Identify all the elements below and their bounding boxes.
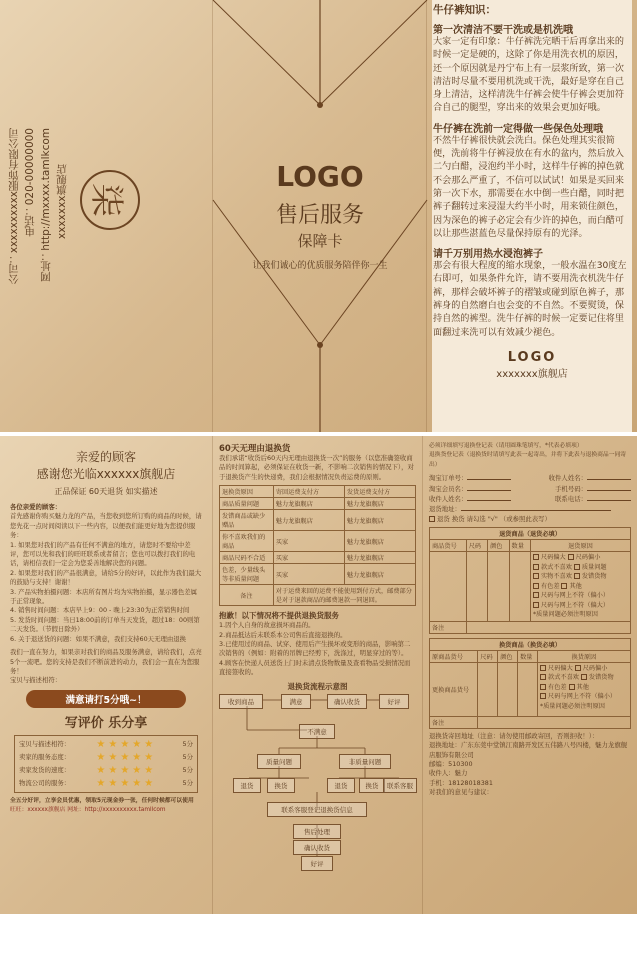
stars-icon[interactable]: ★★★★★: [96, 738, 157, 750]
rating-box: [14, 735, 198, 793]
knowledge-title-3: 请千万别用热水浸泡裤子: [433, 249, 543, 261]
returns-intro: 我们承诺“收货后60天内无理由退换货一次”的服务（以您准确签收商品的时间算起，必须保证在收货一新，不影响二次销售的情况下），对于退换货产生的快递费，我们会根据情况负责运费的原则。: [219, 454, 414, 481]
option-checkbox[interactable]: [429, 516, 435, 522]
exchange-goods-table: [429, 638, 631, 729]
reason-item[interactable]: 实物不喜欢 发错货物: [533, 572, 628, 582]
greeting-closing2: 宝贝与描述相符：: [10, 676, 62, 685]
flow-handle: 售后处理: [293, 824, 341, 839]
flow-satisfied: 满意: [281, 694, 311, 709]
input-cell[interactable]: [509, 552, 530, 622]
table-row: [430, 540, 631, 552]
table-cell: 买家: [273, 552, 344, 564]
table-cell: 你不喜欢我们的商品: [220, 531, 274, 552]
table-row: [430, 650, 631, 662]
remark-text: 对于运费来回的运费不能使用到付方式，邮费部分是对于退款商品的邮费退款一同退回。: [273, 585, 415, 606]
no-service-2: 2.商品抵达后未联系本公司售后直接退换的。: [219, 630, 347, 639]
remark-label: 备注: [430, 716, 478, 728]
flow-unsatisfied: 不满意: [299, 724, 335, 739]
cover-title: 售后服务: [275, 203, 364, 228]
brochure-outside: [0, 0, 637, 432]
cover-subtitle: 保障卡: [297, 232, 343, 250]
table-row: [220, 585, 416, 606]
table-row: [220, 486, 416, 498]
remark-label: 备注: [430, 621, 467, 633]
cover-tagline: 让我们诚心的优质服务陪伴你一生: [252, 261, 388, 271]
table-row: [220, 531, 416, 552]
praise-slogan: 写评价 乐分享: [64, 715, 148, 731]
flow-good-2: 好评: [301, 856, 333, 871]
reason-item[interactable]: 尺码偏大 尺码偏小: [540, 664, 628, 674]
knowledge-body-1: 大家一定有印象：牛仔裤洗完晒干后再拿出来的时候一定是硬的，这除了你是用洗衣机的原因，还一个原因就是丹宁布上有一层浆所致，第一次清洁时尽量不要用机洗或干洗，最好是穿在自己身上清洁，这样清洗牛仔裤会使牛仔裤会更加符合自己的腿型，穿出来的效果会更加好哦。: [433, 37, 624, 114]
rating-label: 卖家的服务态度：: [19, 752, 71, 761]
remark-input[interactable]: [466, 621, 630, 633]
returns-panel: [212, 436, 422, 914]
section-header: 换货商品（换货必填）: [430, 638, 631, 650]
col-header: 数量: [509, 540, 530, 552]
rating-score: 5分: [182, 752, 193, 761]
return-phone: 手机：18128018381: [429, 778, 493, 787]
reason-item[interactable]: 尺码与网上不符（偏大）: [533, 601, 628, 611]
greeting-line3: 正品保证 60天退货 如实描述: [54, 487, 158, 496]
knowledge-store: xxxxxxx旗舰店: [496, 368, 568, 380]
form-subtitle: 退换货登记表（退换货时请填写此表一起寄出，并将下此表与退换商品一同寄出）: [429, 452, 627, 468]
table-cell: 买家: [273, 564, 344, 585]
address-heading: 退换货寄回地址（注意：请勿使用邮政寄回，否则拒收！）：: [429, 731, 599, 740]
col-header: 颜色: [498, 650, 518, 662]
flow-nonquality: 非质量问题: [339, 754, 391, 769]
phone-label: 联系电话：: [555, 495, 587, 504]
greeting-p4: 4. 销售时间问题：本店早上9：00 - 晚上23:30为正常销售时间: [10, 606, 190, 615]
reason-item[interactable]: 尺码偏大 尺码偏小: [533, 553, 628, 563]
greeting-p2: 2. 如果您对我们的产品很满意，请给5分的好评，以此作为我们最大的鼓励与支持！谢谢！: [10, 568, 202, 587]
option-text: 退货 换货 请勾选 "√" （或参照此表写）: [437, 514, 551, 523]
reason-item[interactable]: 有色差 其他: [533, 582, 628, 592]
flow-contact: 联系客服: [383, 778, 417, 793]
table-row: [220, 564, 416, 585]
greeting-p3: 3. 产品实物拍摄问题：本店所有图片均为实物拍摄，显示器色差属于正常现象。: [10, 587, 198, 606]
table-cell: 魅力龙旗舰店: [344, 531, 415, 552]
rating-score: 5分: [182, 765, 193, 774]
returns-title: 60天无理由退换货: [219, 444, 291, 454]
table-row: [430, 638, 631, 650]
table-row: [430, 528, 631, 540]
table-row: [430, 662, 631, 716]
col-header: 数量: [518, 650, 538, 662]
rating-label: 物流公司的服务：: [19, 778, 71, 787]
table-cell: 买家: [273, 531, 344, 552]
returns-table: [219, 485, 416, 606]
section-header: 退货商品（退货必填）: [430, 528, 631, 540]
flow-exchange-2: 换货: [359, 778, 385, 793]
company-phone: 电话：020-00000000: [24, 128, 36, 237]
company-website: 网址：http://mxxxx.tamlkcom: [40, 128, 52, 283]
no-service-title: 抱歉！以下情况将不提供退换货服务: [219, 611, 339, 621]
greeting-line2: 感谢您光临xxxxxx旗舰店: [36, 467, 176, 481]
col-header: 原商品货号: [430, 650, 478, 662]
greeting-p6: 6. 关于退送货的问题：如果不满意，我们支持60天无理由退换: [10, 634, 187, 643]
table-cell: 退换货原因: [220, 486, 274, 498]
table-cell: 商品质量问题: [220, 498, 274, 510]
store-name: xxxxxxx旗舰店: [56, 164, 68, 239]
greeting-p5: 5. 发货时间问题：当日18:00前的订单当天发货，超过18：00则第二天发货。（节假日除外）: [10, 615, 200, 634]
greeting-footer1: 全五分好评，立享会员优惠，领取5元现金券一张，任何时候都可以使用: [10, 797, 194, 804]
table-cell: 魅力龙旗舰店: [344, 498, 415, 510]
return-address: 退换地址：广东东莞中堂镇江南路开发区五伟路八号四楼，魅力龙旗舰店服饰有限公司: [429, 741, 628, 759]
receiver-field[interactable]: [587, 473, 631, 480]
reason-item: *质量问题必须注明原因: [540, 702, 605, 710]
greeting-intro: 各位亲爱的顾客：: [10, 503, 62, 511]
flow-return-2: 退货: [327, 778, 355, 793]
return-receiver: 收件人：魅力: [429, 769, 468, 778]
form-row: [429, 484, 631, 494]
input-cell[interactable]: [518, 662, 538, 716]
knowledge-title-2: 牛仔裤在洗前一定得做一些保色处理哦: [433, 123, 603, 135]
cover-panel: [213, 0, 427, 432]
col-header: 商品货号: [430, 540, 467, 552]
table-cell: 色差，少量线头等非质量问题: [220, 564, 274, 585]
stars-icon[interactable]: ★★★★★: [96, 777, 157, 789]
table-cell: 寄回运费支付方: [273, 486, 344, 498]
input-cell[interactable]: [430, 552, 467, 622]
table-cell: 魅力龙旗舰店: [344, 564, 415, 585]
input-cell[interactable]: [478, 662, 498, 716]
remark-input[interactable]: [478, 716, 631, 728]
flow-receive: 收到商品: [219, 694, 263, 709]
return-goods-table: [429, 527, 631, 634]
rating-label: 宝贝与描述相符：: [19, 739, 71, 748]
mobile-label: 手机号码：: [555, 484, 587, 493]
rating-label: 卖家发货的速度：: [19, 765, 71, 774]
knowledge-title-1: 第一次清洁不要干洗或是机洗哦: [433, 25, 573, 36]
form-row: [429, 504, 631, 514]
address-label: 退货地址：: [429, 505, 461, 514]
reason-cell: [538, 662, 631, 716]
receiver-label: 收件人姓名：: [548, 474, 587, 483]
flow-title: 退换货流程示意图: [287, 681, 348, 691]
col-header: 尺码: [466, 540, 487, 552]
flow-received: 确认收货: [293, 840, 341, 855]
col-header: 尺码: [478, 650, 498, 662]
flow-register: 联系客服登记退换货信息: [267, 802, 367, 817]
brochure-inside: [0, 436, 637, 914]
form-row: [429, 494, 631, 504]
seal-char: 柒: [86, 183, 127, 217]
name-field[interactable]: [467, 494, 511, 501]
company-name: 公司：xxxxxxxxxx服饰有限公司: [8, 128, 20, 285]
table-row: [430, 716, 631, 728]
table-cell: 魅力龙旗舰店: [344, 552, 415, 564]
reason-item[interactable]: 款式不喜欢 质量问题: [533, 563, 628, 573]
no-service-1: 1.因个人自身的故意损坏商品的。: [219, 621, 315, 630]
return-zip: 邮编：510300: [429, 759, 473, 768]
greeting-closing: 我们一直在努力，如果亲对我们的商品及服务满意，请给我们，点亮5个一流吧。您的支持是我们不断前进的动力，我们会一直在为您服务！: [10, 648, 202, 675]
col-header: 颜色: [488, 540, 509, 552]
flow-confirm: 确认收货: [327, 694, 367, 709]
reason-item[interactable]: 有色差 其他: [540, 683, 628, 693]
flow-good: 好评: [379, 694, 409, 709]
table-cell: 商品尺码不合适: [220, 552, 274, 564]
form-note: 必须详细填写退换登记表（请用圆珠笔填写，*代表必填项）: [429, 443, 583, 449]
reason-item[interactable]: 尺码与网上不符（偏小）: [540, 692, 628, 702]
member-field[interactable]: [467, 484, 511, 491]
rating-row: [19, 738, 193, 751]
reason-item[interactable]: 尺码与网上不符（偏小）: [533, 591, 628, 601]
flow-exchange-1: 换货: [267, 778, 295, 793]
table-cell: 发货运费支付方: [344, 486, 415, 498]
table-cell: 魅力龙旗舰店: [273, 498, 344, 510]
table-cell: 发错商品或缺少赠品: [220, 510, 274, 531]
reason-cell: [530, 552, 630, 622]
reason-item[interactable]: 款式不喜欢 发错货物: [540, 673, 628, 683]
feedback-label: 对我们的意见与建议：: [429, 788, 493, 797]
knowledge-body-3: 那会有很大程度的缩水现象，一般水温在30度左右即可，如果条件允许，请不要用洗衣机洗牛仔裤，那样会破坏裤子的褶皱或碰到原色裤子，那裤身的自然磨白也会变的不自然。不要熨烫，保持自然的裤型。洗牛仔裤的时候一定要记住将里面翻过来洗可以有效减少褪色。: [433, 261, 627, 338]
greeting-line1: 亲爱的顾客: [75, 450, 136, 464]
rating-score: 5分: [182, 739, 193, 748]
table-row: [220, 552, 416, 564]
knowledge-logo: LOGO: [507, 349, 557, 365]
table-cell: 魅力龙旗舰店: [344, 510, 415, 531]
member-label: 淘宝会员名：: [429, 484, 468, 493]
table-row: [220, 498, 416, 510]
greeting-p1: 1. 如果您对我们的产品有任何不满意的地方，请您时不要给中差评，您可以先和我们的旺旺联系或者留言；您也可以拨打我们的电话，请相信我们一定会为您妥善地解决您的问题。: [10, 540, 196, 568]
stars-icon[interactable]: ★★★★★: [96, 751, 157, 763]
knowledge-panel: [427, 0, 637, 432]
greeting-footer2: 旺旺：xxxxxx旗舰店 网址：http://xxxxxxxxxx.tamllcom: [10, 807, 166, 814]
cover-logo: LOGO: [276, 160, 364, 193]
no-service-3: 3.已使用过的商品、试穿、使用后产生损坏或变形的商品，影响第二次销售的（例如：附着的吊牌已经剪下，洗涤过，明显穿过的等）。: [219, 640, 411, 658]
table-cell: 魅力龙旗舰店: [273, 510, 344, 531]
order-label: 淘宝订单号：: [429, 474, 468, 483]
col-header: 换货原因: [538, 650, 631, 662]
input-cell[interactable]: [488, 552, 509, 622]
option-line: [429, 515, 631, 524]
rating-banner: 满意请打5分哦~！: [26, 690, 186, 708]
greeting-p0: 首先感谢你购买魅力龙的产品，当您收到您所订购的商品的时候，请您先花一点时间阅读以下一些内容，以便我们能更好地为您提供服务：: [10, 512, 202, 540]
rating-score: 5分: [182, 778, 193, 787]
return-form-panel: [422, 436, 637, 914]
phone-field[interactable]: [587, 494, 631, 501]
no-service-4: 4.顾客在快递人员送货上门时未清点货物数量及查看物品受损情况而直接签收的。: [219, 658, 411, 677]
rating-row: [19, 751, 193, 764]
flow-return-1: 退货: [233, 778, 261, 793]
col-header: 退货原因: [530, 540, 630, 552]
remark-label: 备注: [220, 585, 274, 606]
row-label: 更换商品货号: [430, 662, 478, 716]
table-row: [220, 510, 416, 531]
form-row: [429, 473, 631, 483]
table-row: [430, 552, 631, 622]
knowledge-heading: 牛仔裤知识：: [433, 4, 496, 16]
order-field[interactable]: [467, 473, 511, 480]
mobile-field[interactable]: [587, 484, 631, 491]
stars-icon[interactable]: ★★★★★: [96, 764, 157, 776]
flow-chart: [219, 692, 416, 872]
rating-row: [19, 777, 193, 790]
reason-item: *质量问题必须注明原因: [532, 611, 598, 619]
table-row: [430, 621, 631, 633]
input-cell[interactable]: [466, 552, 487, 622]
name-label: 收件人姓名：: [429, 495, 468, 504]
knowledge-body-2: 不然牛仔裤很快就会洗白。保色处理其实很简便，洗前将牛仔裤浸放在有水的盆内，然后放入二勺白醋，浸泡约半小时，这样牛仔裤的掉色就不会那么严重了，不信可以试试！如果是买回来第一次下水，那需要在水中倒一些白醋，同时把裤子翻转过来浸湿大约半小时，用来锁住颜色，因为深色的裤子必定会有少许的掉色，而白醋可以让那些湛蓝色尽量保持原有的光泽。: [433, 135, 624, 239]
input-cell[interactable]: [498, 662, 518, 716]
address-field[interactable]: [461, 504, 611, 511]
flow-quality: 质量问题: [257, 754, 301, 769]
rating-row: [19, 764, 193, 777]
greeting-panel: [0, 436, 212, 914]
